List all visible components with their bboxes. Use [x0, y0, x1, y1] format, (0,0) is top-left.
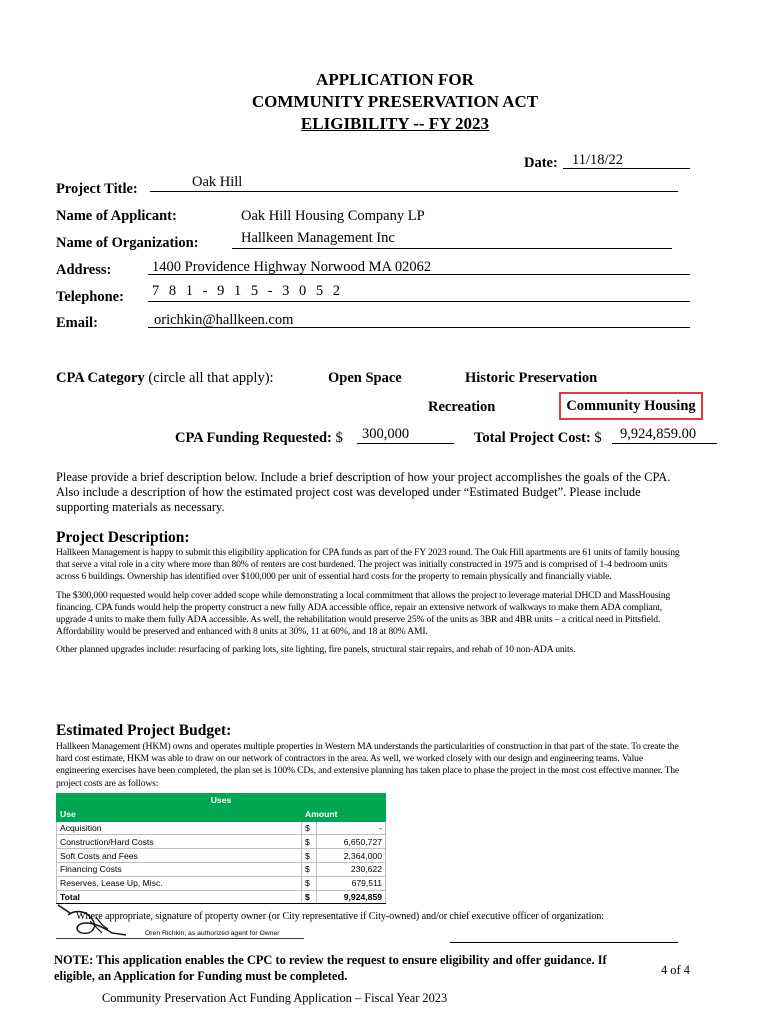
table-row	[57, 876, 386, 890]
budget-col-use: Use	[57, 807, 302, 821]
category-option-community-housing[interactable]: Community Housing	[559, 392, 703, 420]
budget-total-row	[57, 890, 386, 904]
budget-table-title-row	[57, 794, 386, 808]
date-label: Date:	[524, 155, 558, 171]
organization-label: Name of Organization:	[56, 235, 199, 251]
category-option-recreation[interactable]: Recreation	[428, 399, 496, 415]
budget-row-use: Reserves, Lease Up, Misc.	[57, 876, 302, 890]
instructions-text: Please provide a brief description below. Include a brief description of how your project accomplishes the goals of the CPA. Also include a description of how the estimated project cost was developed under “Estimated Budget”. Please include supporting materials as necessary.	[56, 470, 671, 514]
telephone-value[interactable]: 7 8 1 - 9 1 5 - 3 0 5 2	[152, 283, 341, 299]
organization-underline	[232, 248, 672, 249]
budget-text: Hallkeen Management (HKM) owns and operates multiple properties in Western MA understands the particularities of construction in that part of the state. To create the hard cost estimate, HKM was able to draw on our network of contractors in the area. As well, we worked closely with our design and engineering teams. Value engineering exercises have been completed, the plan set is 100% CDs, and extensive planning has taken place to phase the project in the most cost effective manner. The project costs are as follows:	[56, 741, 680, 789]
form-title-line-2: COMMUNITY PRESERVATION ACT	[251, 92, 539, 111]
budget-heading: Estimated Project Budget:	[56, 722, 232, 739]
second-signature-line[interactable]	[450, 942, 678, 943]
project-description-body	[56, 547, 688, 657]
table-row	[57, 862, 386, 876]
budget-table-title: Uses	[57, 794, 386, 808]
budget-row-amount: 679,511	[317, 876, 386, 890]
description-paragraph-3: Other planned upgrades include: resurfacing of parking lots, site lighting, fire panels, structural stair repairs, and rehab of 10 non-ADA units.	[56, 644, 576, 656]
total-cost-label: Total Project Cost: $	[474, 430, 602, 446]
budget-col-amount: Amount	[302, 807, 386, 821]
form-title-line-1: APPLICATION FOR	[316, 70, 474, 89]
budget-row-use: Construction/Hard Costs	[57, 835, 302, 849]
cpa-category-label: CPA Category (circle all that apply):	[56, 370, 274, 386]
signature-line	[56, 938, 304, 939]
table-row	[57, 849, 386, 863]
telephone-underline	[148, 301, 690, 302]
telephone-label: Telephone:	[56, 289, 124, 305]
description-paragraph-1: Hallkeen Management is happy to submit this eligibility application for CPA funds as part of the FY 2023 round. The Oak Hill apartments are 61 units of family housing that serve a vital role in a city where more than 80% of renters are cost burdened. The project was initially constructed in 1975 and is comprised of 1-4 bedroom units across 6 buildings. Ownership has identified over $100,000 per unit of essential hard costs for the property to remain physically and financially viable.	[56, 547, 680, 583]
table-row	[57, 821, 386, 835]
budget-row-dollar: $	[302, 835, 317, 849]
project-title-underline	[150, 191, 678, 192]
budget-total-dollar: $	[302, 890, 317, 904]
category-option-historic-preservation[interactable]: Historic Preservation	[465, 370, 598, 386]
budget-total-amount: 9,924,859	[317, 890, 386, 904]
form-title-line-3: ELIGIBILITY -- FY 2023	[300, 114, 490, 133]
budget-row-use: Financing Costs	[57, 862, 302, 876]
funding-requested-value[interactable]: 300,000	[362, 426, 410, 442]
budget-row-dollar: $	[302, 849, 317, 863]
project-title-label: Project Title:	[56, 181, 138, 197]
project-title-value[interactable]: Oak Hill	[192, 174, 243, 190]
footer-text: Community Preservation Act Funding Application – Fiscal Year 2023	[102, 991, 448, 1005]
budget-row-amount: 2,364,000	[317, 849, 386, 863]
description-paragraph-2: The $300,000 requested would help cover added scope while demonstrating a local commitment that allows the project to leverage material DHCD and MassHousing financing. CPA funds would help the property construct a new fully ADA accessible office, repair an extensive network of walkways to make them ADA compliant, upgrade 4 units to make them fully ADA accessible. As well, the rehabilitation would preserve 25% of the units as 3BR and 4BR units – a critical need in Pittsfield. Affordability would be preserved and enhanced with 8 units at 30%, 11 at 60%, and 18 at 80% AMI.	[56, 589, 671, 638]
budget-row-dollar: $	[302, 862, 317, 876]
address-value[interactable]: 1400 Providence Highway Norwood MA 02062	[152, 259, 432, 275]
total-cost-value[interactable]: 9,924,859.00	[620, 426, 697, 442]
budget-table-wrapper	[56, 793, 386, 904]
address-label: Address:	[56, 262, 112, 278]
budget-table	[56, 793, 386, 904]
budget-table-header-row	[57, 807, 386, 821]
budget-total-use: Total	[57, 890, 302, 904]
funding-requested-underline	[357, 443, 454, 444]
note-text: NOTE: This application enables the CPC to review the request to ensure eligibility and offer guidance. If eligible, an Application for Funding must be completed.	[54, 953, 607, 983]
project-description-heading: Project Description:	[56, 529, 190, 546]
total-cost-underline	[612, 443, 717, 444]
category-option-open-space[interactable]: Open Space	[328, 370, 402, 386]
table-row	[57, 835, 386, 849]
budget-row-amount: 230,622	[317, 862, 386, 876]
email-value[interactable]: orichkin@hallkeen.com	[154, 312, 294, 328]
applicant-value[interactable]: Oak Hill Housing Company LP	[241, 208, 425, 224]
email-label: Email:	[56, 315, 98, 331]
page-number: 4 of 4	[661, 963, 690, 977]
cpa-category-hint: (circle all that apply):	[148, 370, 274, 386]
signature-instruction: Where appropriate, signature of property owner (or City representative if City-owned) and/or chief executive officer of organization:	[76, 911, 605, 922]
applicant-label: Name of Applicant:	[56, 208, 177, 224]
budget-row-dollar: $	[302, 876, 317, 890]
funding-requested-label: CPA Funding Requested: $	[175, 430, 343, 446]
budget-row-amount: 6,650,727	[317, 835, 386, 849]
budget-row-dollar: $	[302, 821, 317, 835]
budget-row-use: Acquisition	[57, 821, 302, 835]
organization-value[interactable]: Hallkeen Management Inc	[241, 230, 395, 246]
date-value[interactable]: 11/18/22	[572, 152, 624, 168]
budget-row-amount: -	[317, 821, 386, 835]
signer-caption: Oren Richkin; as authorized agent for Owner	[145, 930, 280, 937]
handwritten-signature	[56, 903, 146, 943]
budget-row-use: Soft Costs and Fees	[57, 849, 302, 863]
